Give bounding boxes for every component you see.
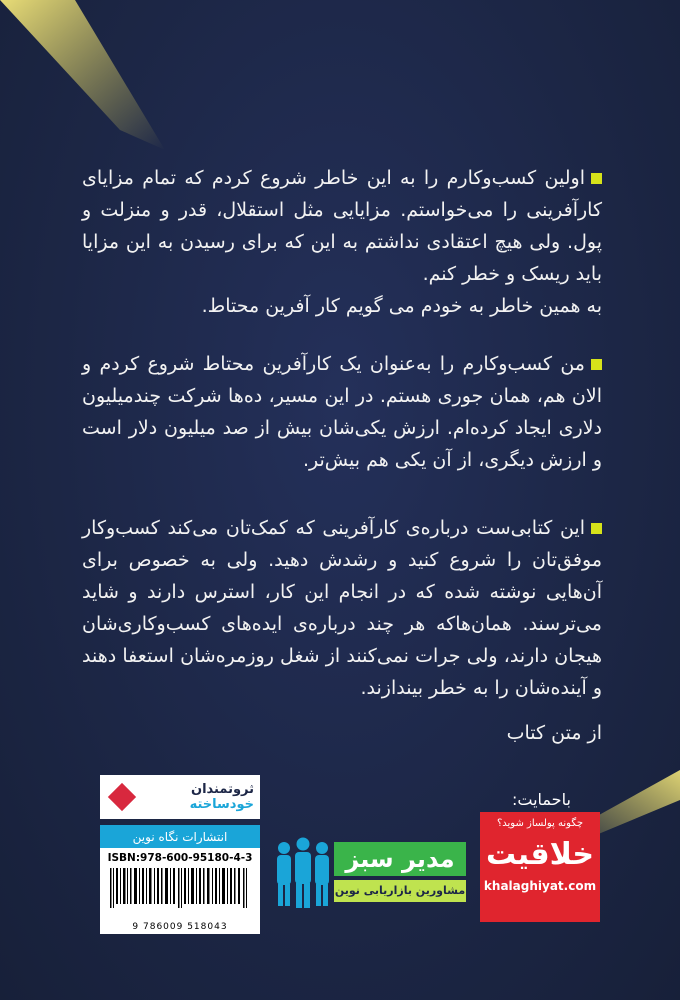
paragraph-1-text: اولین کسب‌وکارم را به این خاطر شروع کردم که تمام مزایای کارآفرینی را می‌خواستم. مزایایی مثل استقلال، قدر و منزلت و پول. ولی هیچ اعتقادی نداشتم به این که برای رسیدن به این مزایا باید ریسک و خطر کنم.: [82, 167, 602, 285]
source-note: از متن کتاب: [506, 722, 602, 744]
paragraph-3: [82, 512, 602, 704]
modir-sabz-name: مدیر سبز: [334, 842, 466, 876]
bullet-square-icon: [591, 173, 602, 184]
khalaghiyat-wordmark: خلاقیت: [485, 837, 595, 872]
barcode-icon: [108, 868, 252, 918]
khalaghiyat-logo: [480, 812, 600, 922]
ray-top-left-shape: [0, 0, 165, 150]
bullet-square-icon: [591, 523, 602, 534]
khalaghiyat-tagline: چگونه پولساز شوید؟: [496, 818, 584, 829]
barcode-number: 9 786009 518043: [132, 922, 228, 932]
publisher-imprint: انتشارات نگاه نوین: [100, 825, 260, 849]
series-name: [132, 782, 260, 812]
khalaghiyat-url: khalaghiyat.com: [483, 879, 597, 893]
bullet-square-icon: [591, 359, 602, 370]
paragraph-2-text: من کسب‌وکارم را به‌عنوان یک کارآفرین محتاط شروع کردم و الان هم، همان جوری هستم. در این مسیر، ده‌ها شرکت چندمیلیون دلاری ایجاد کرده‌ام. ارزش یکی‌شان بیش از صد میلیون دلار است و ارزش دیگری، از آن یکی هم بیش‌تر.: [82, 353, 602, 471]
paragraph-1-extra: به همین خاطر به خودم می گویم کار آفرین محتاط.: [201, 295, 602, 317]
barcode-box: [100, 848, 260, 934]
paragraph-2: [82, 348, 602, 476]
sponsor-label: باحمایت:: [512, 790, 571, 809]
paragraph-1: [82, 162, 602, 322]
team-silhouette-icon: [272, 834, 334, 912]
paragraph-3-text: این کتابی‌ست درباره‌ی کارآفرینی که کمک‌تان می‌کند کسب‌وکار موفق‌تان را شروع کنید و رشدش دهید. ولی به خصوص برای آن‌هایی نوشته شده که در انجام این کار، استرس دارند و شاید می‌ترسند. همان‌هاکه هر چند درباره‌ی ایده‌های کسب‌وکاری‌شان هیجان دارند، ولی جرات نمی‌کنند از شغل روزمره‌شان استعفا دهند و آینده‌شان را به خطر بیندازند.: [82, 517, 602, 699]
modir-sabz-subtitle: مشاورین بازاریابی نوین: [334, 880, 466, 902]
series-name-line2: خودساخته: [189, 797, 254, 812]
series-name-line1: ثروتمندان: [190, 782, 254, 797]
publisher-logo: [100, 775, 260, 849]
isbn-text: ISBN:978-600-95180-4-3: [107, 852, 253, 864]
modir-sabz-logo: [272, 834, 468, 912]
